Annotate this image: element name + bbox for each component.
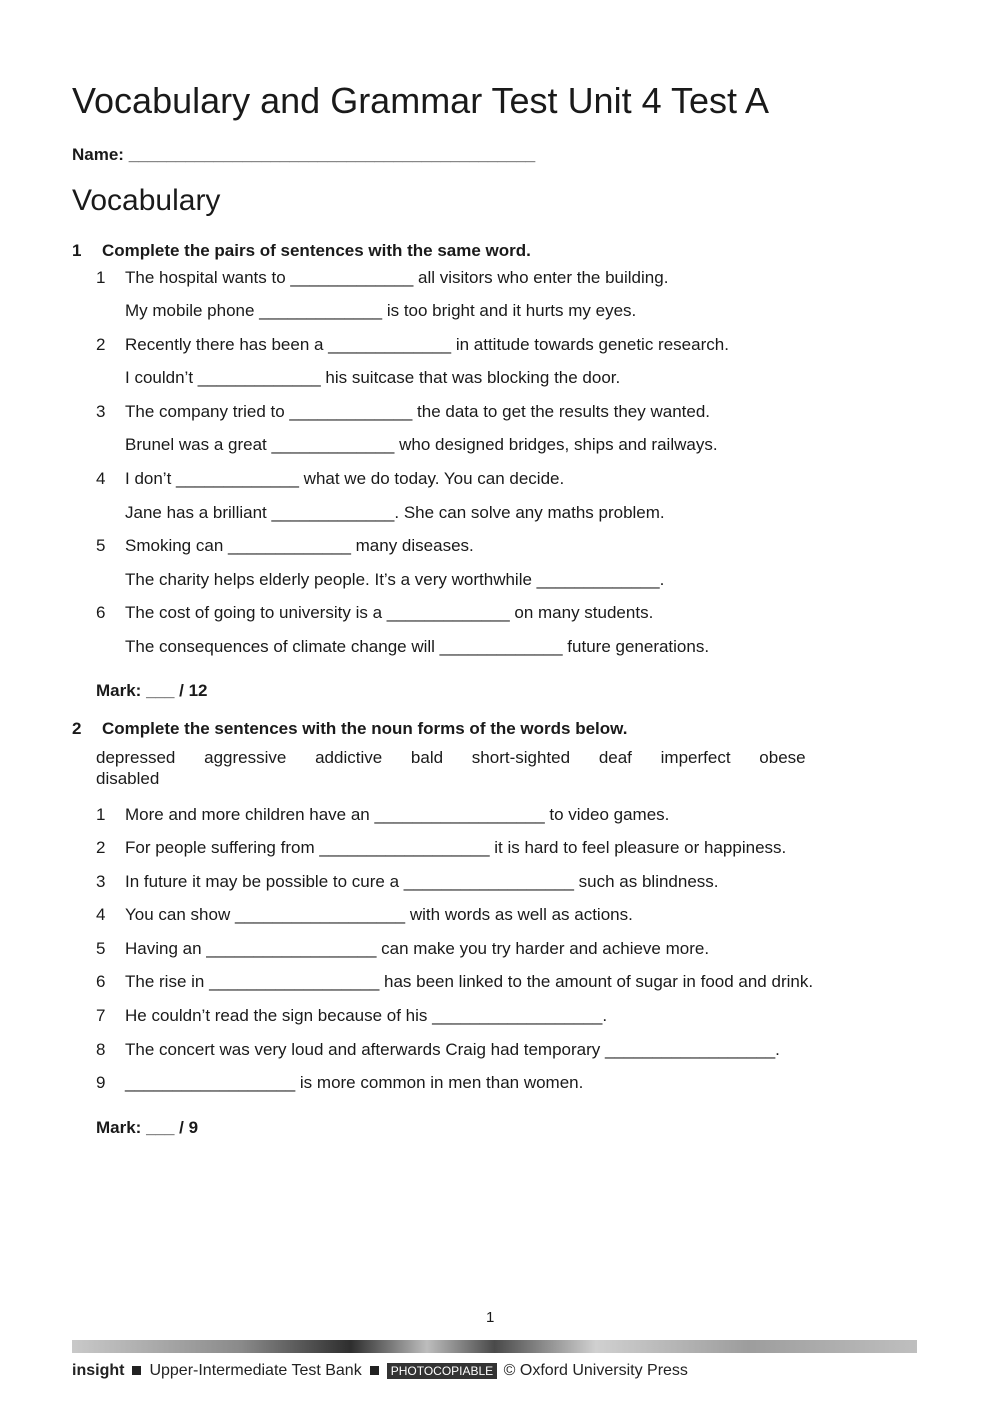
sentence-text: Smoking can _____________ many diseases. — [125, 536, 474, 555]
page-title: Vocabulary and Grammar Test Unit 4 Test A — [72, 80, 770, 121]
word-bank-item: aggressive — [204, 748, 287, 767]
exercise-1-item-6b: The consequences of climate change will _____________ future generations. — [125, 637, 710, 656]
word-bank-item: depressed — [96, 748, 176, 767]
footer-copyright: © Oxford University Press — [503, 1362, 688, 1379]
exercise-2-mark: Mark: ___ / 9 — [96, 1118, 199, 1137]
word-bank-item: addictive — [315, 748, 383, 767]
item-number: 4 — [96, 905, 106, 924]
sentence-text: In future it may be possible to cure a __________________ such as blindness. — [125, 872, 719, 891]
exercise-1-item-2b: I couldn’t _____________ his suitcase that was blocking the door. — [125, 368, 621, 387]
exercise-1-heading — [72, 241, 531, 261]
exercise-2-item-5 — [96, 939, 709, 959]
exercise-2-item-6 — [96, 972, 813, 992]
sentence-text: I don’t _____________ what we do today. You can decide. — [125, 469, 565, 488]
sentence-text: The hospital wants to _____________ all visitors who enter the building. — [125, 268, 669, 287]
word-bank-item: deaf — [598, 748, 632, 767]
word-bank-item: imperfect — [660, 748, 731, 767]
item-number: 6 — [96, 603, 106, 622]
item-number: 7 — [96, 1006, 106, 1025]
sentence-text: More and more children have an __________________ to video games. — [125, 805, 670, 824]
name-blank: ___________________________________________ — [128, 145, 536, 164]
page-number: 1 — [486, 1309, 495, 1326]
photocopiable-badge: PHOTOCOPIABLE — [387, 1363, 497, 1379]
item-number: 3 — [96, 402, 106, 421]
item-number: 5 — [96, 939, 106, 958]
exercise-1-item-5b: The charity helps elderly people. It’s a very worthwhile _____________. — [125, 570, 665, 589]
exercise-1-item-3b: Brunel was a great _____________ who designed bridges, ships and railways. — [125, 435, 718, 454]
word-bank-item: bald — [410, 748, 444, 767]
exercise-number: 1 — [72, 241, 82, 260]
word-bank-item: short-sighted — [471, 748, 571, 767]
word-bank-item: disabled — [96, 769, 160, 788]
word-bank-item: obese — [759, 748, 806, 767]
exercise-2-item-2 — [96, 838, 786, 858]
footer — [72, 1362, 688, 1380]
word-bank — [96, 747, 856, 789]
footer-product: Upper-Intermediate Test Bank — [149, 1362, 362, 1379]
exercise-1-item-2a — [96, 335, 729, 355]
item-number: 3 — [96, 872, 106, 891]
item-number: 6 — [96, 972, 106, 991]
item-number: 1 — [96, 805, 106, 824]
exercise-instruction: Complete the pairs of sentences with the same word. — [102, 241, 531, 260]
sentence-text: The rise in __________________ has been linked to the amount of sugar in food and drink. — [125, 972, 814, 991]
name-field — [72, 145, 535, 165]
section-title: Vocabulary — [72, 184, 221, 217]
sentence-text: Having an __________________ can make you try harder and achieve more. — [125, 939, 710, 958]
sentence-text: Recently there has been a _____________ in attitude towards genetic research. — [125, 335, 729, 354]
item-number: 2 — [96, 838, 106, 857]
square-bullet-icon — [132, 1366, 141, 1375]
exercise-1-item-6a — [96, 603, 653, 623]
item-number: 4 — [96, 469, 106, 488]
exercise-2-heading — [72, 719, 627, 739]
exercise-instruction: Complete the sentences with the noun forms of the words below. — [102, 719, 628, 738]
item-number: 2 — [96, 335, 106, 354]
sentence-text: He couldn’t read the sign because of his __________________. — [125, 1006, 608, 1025]
exercise-2-item-3 — [96, 872, 719, 892]
sentence-text: The company tried to _____________ the data to get the results they wanted. — [125, 402, 711, 421]
exercise-1-item-5a — [96, 536, 474, 556]
exercise-2-item-9 — [96, 1073, 583, 1093]
name-label: Name: — [72, 145, 124, 164]
item-number: 9 — [96, 1073, 106, 1092]
item-number: 5 — [96, 536, 106, 555]
sentence-text: The concert was very loud and afterwards Craig had temporary __________________. — [125, 1040, 780, 1059]
square-bullet-icon — [370, 1366, 379, 1375]
exercise-1-mark: Mark: ___ / 12 — [96, 681, 208, 700]
item-number: 1 — [96, 268, 106, 287]
footer-decorative-band — [72, 1340, 917, 1353]
exercise-1-item-4a — [96, 469, 564, 489]
sentence-text: For people suffering from __________________ it is hard to feel pleasure or happiness. — [125, 838, 787, 857]
exercise-2-item-1 — [96, 805, 669, 825]
item-number: 8 — [96, 1040, 106, 1059]
sentence-text: The cost of going to university is a _____________ on many students. — [125, 603, 654, 622]
exercise-1-item-1b: My mobile phone _____________ is too bright and it hurts my eyes. — [125, 301, 637, 320]
sentence-text: You can show __________________ with words as well as actions. — [125, 905, 633, 924]
exercise-1-item-1a — [96, 268, 668, 288]
exercise-1-item-3a — [96, 402, 710, 422]
exercise-number: 2 — [72, 719, 82, 738]
exercise-2-item-4 — [96, 905, 633, 925]
sentence-text: __________________ is more common in men than women. — [125, 1073, 584, 1092]
footer-brand: insight — [72, 1362, 125, 1379]
exercise-2-item-8 — [96, 1040, 780, 1060]
exercise-2-item-7 — [96, 1006, 607, 1026]
exercise-1-item-4b: Jane has a brilliant _____________. She can solve any maths problem. — [125, 503, 665, 522]
